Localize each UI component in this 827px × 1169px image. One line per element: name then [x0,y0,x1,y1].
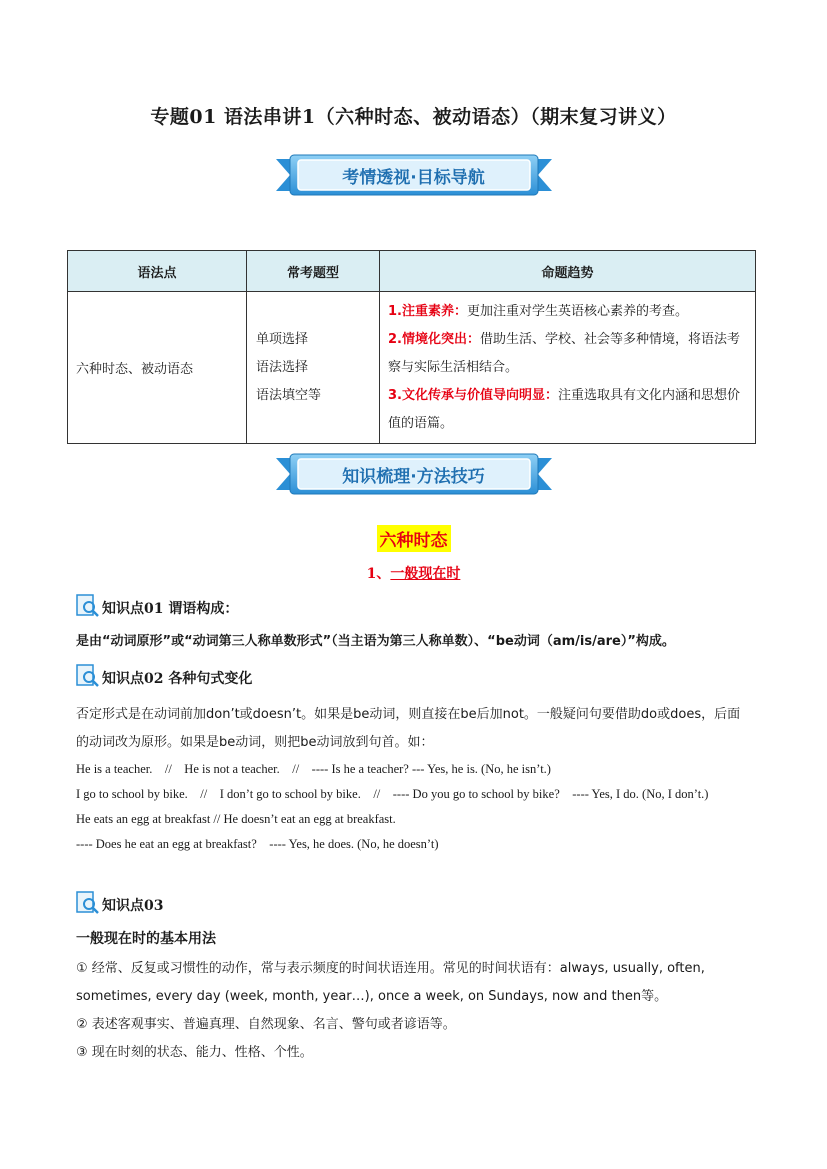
trend-item [388,298,747,326]
kp3-list [76,955,752,1067]
knowledge-point-label: 知识点01 谓语构成： [102,601,239,617]
banner-knowledge-methods-text: 知识梳理·方法技巧 [342,466,485,487]
example-line: ---- Does he eat an egg at breakfast? ---- Yes, he does. (No, he doesn’t) [76,837,439,851]
trend-text: 更加注重对学生英语核心素养的考查。 [466,303,688,319]
question-types-cell [247,292,380,444]
grammar-point-cell: 六种时态、被动语态 [68,292,247,444]
example-line: He is a teacher. // He is not a teacher. // ---- Is he a teacher? --- Yes, he is. (No, he isn’t.) [76,762,551,776]
sub-title-text: 一般现在时 [390,566,461,582]
trend-label: 1.注重素养： [388,303,467,319]
kp2-examples [76,757,756,857]
banner-exam-overview [276,153,552,197]
question-type-item: 语法选择 [256,359,309,375]
usage-item: ② 表述客观事实、普遍真理、自然现象、名言、警句或者谚语等。 [76,1017,456,1032]
section-title: 六种时态 [377,525,451,552]
question-type-item: 单项选择 [256,331,309,347]
knowledge-point-label: 知识点03 [102,898,164,914]
question-type-item: 语法填空等 [256,387,322,403]
magnifier-note-icon [76,594,100,618]
usage-item: ① 经常、反复或习惯性的动作，常与表示频度的时间状语连用。常见的时间状语有：always, usually, often, sometimes, every day (week, month, year…), once a week, on Sundays, now and then等。 [76,961,705,1004]
kp2-paragraph: 否定形式是在动词前加don’t或doesn’t。如果是be动词，则直接在be后加not。一般疑问句要借助do或does，后面的动词改为原形。如果是be动词，则把be动词放到句首。如： [76,707,741,750]
trend-text: 注重选取具有文化内涵和思想价值的语篇。 [388,387,740,431]
sub-heading [0,563,827,583]
trend-item [388,326,747,382]
magnifier-note-icon [76,664,100,688]
table-header-grammar: 语法点 [68,251,247,292]
sub-title-number: 1、 [366,566,391,582]
usage-item: ③ 现在时刻的状态、能力、性格、个性。 [76,1045,313,1060]
table-header-trends: 命题趋势 [380,251,756,292]
section-heading [0,525,827,552]
example-line: He eats an egg at breakfast // He doesn’t eat an egg at breakfast. [76,812,396,826]
knowledge-point-01 [76,594,238,618]
exam-analysis-table [67,250,756,444]
page-title: 专题01 语法串讲1（六种时态、被动语态）（期末复习讲义） [150,106,677,128]
trend-text: 借助生活、学校、社会等多种情境，将语法考察与实际生活相结合。 [388,331,740,375]
kp3-heading: 一般现在时的基本用法 [76,931,216,947]
kp1-paragraph: 是由“动词原形”或“动词第三人称单数形式”（当主语为第三人称单数）、“be动词（am/is/are）”构成。 [76,634,675,649]
kp1-text [76,629,752,655]
trends-cell [380,292,756,444]
banner-exam-overview-text: 考情透视·目标导航 [342,167,485,188]
knowledge-point-03 [76,891,163,915]
magnifier-note-icon [76,891,100,915]
knowledge-point-label: 知识点02 各种句式变化 [102,671,253,687]
knowledge-point-02 [76,664,252,688]
trend-label: 2.情境化突出： [388,331,480,347]
trend-item [388,382,747,438]
banner-knowledge-methods [276,452,552,496]
table-header-question-types: 常考题型 [247,251,380,292]
trend-label: 3.文化传承与价值导向明显： [388,387,558,403]
example-line: I go to school by bike. // I don’t go to school by bike. // ---- Do you go to school by bike? ---- Yes, I do. (No, I don’t.) [76,787,709,801]
